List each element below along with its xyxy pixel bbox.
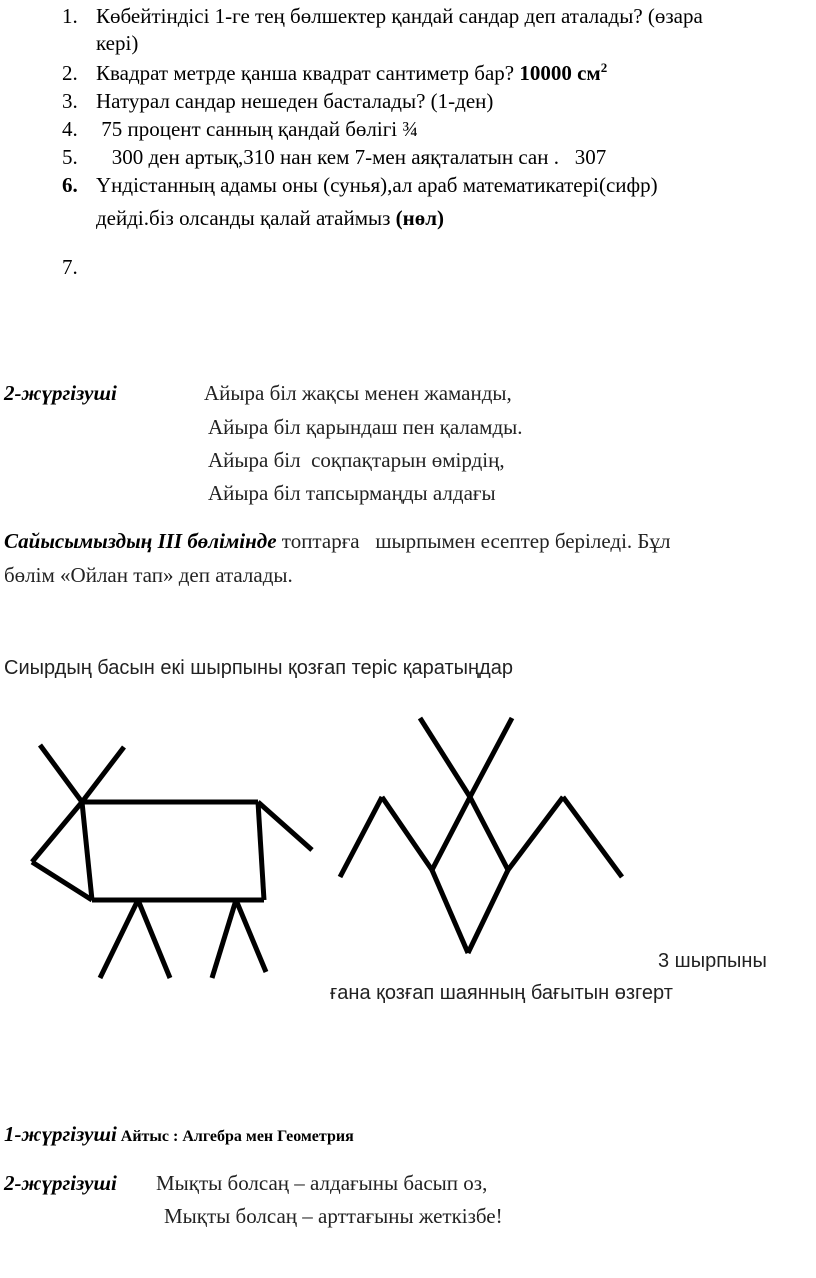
crayfish-stick: [563, 797, 622, 877]
crayfish-stick: [508, 797, 563, 870]
question-number: 3.: [62, 89, 78, 113]
cow-horn-left: [40, 745, 82, 802]
question-text: 75 процент санның қандай бөлігі ¾: [96, 117, 419, 141]
host1-line: [4, 1121, 354, 1150]
crayfish-puzzle-task-line-2: ғана қозғап шаянның бағытын өзгерт: [330, 982, 673, 1004]
matchstick-cow: [32, 745, 312, 978]
speaker-label: 2-жүргізуші: [4, 381, 117, 405]
section-3-title: Сайысымыздың ІІІ бөлімінде: [4, 529, 277, 553]
speaker-label: 1-жүргізуші: [4, 1122, 117, 1146]
cow-leg: [138, 900, 170, 978]
cow-leg: [236, 900, 266, 972]
poem-line: Мықты болсаң – арттағыны жеткізбе!: [164, 1204, 503, 1228]
crayfish-stick: [470, 718, 512, 797]
cow-body-back: [258, 802, 264, 900]
crayfish-stick: [420, 718, 470, 797]
question-1-continuation: кері): [96, 31, 139, 55]
cow-leg: [212, 900, 236, 978]
cow-body-front: [82, 802, 92, 900]
cow-puzzle-task: Сиырдың басын екі шырпыны қозғап теріс қаратыңдар: [4, 657, 513, 679]
question-text: Үндістанның адамы оны (сунья),ал араб математикатері(сифр): [96, 173, 658, 197]
question-number: 7.: [62, 255, 78, 279]
crayfish-stick: [432, 797, 470, 870]
question-text: дейді.біз олсанды қалай атаймыз: [96, 206, 396, 230]
question-text: Көбейтіндісі 1-ге тең бөлшектер қандай сандар деп аталады? (өзара: [96, 4, 703, 28]
crayfish-stick: [470, 797, 508, 870]
cow-head-lower: [32, 862, 92, 900]
poem-line: Айыра біл қарындаш пен қаламды.: [208, 415, 523, 439]
poem-line: Айыра біл тапсырмаңды алдағы: [208, 481, 496, 505]
crayfish-puzzle-task-line-1: 3 шырпыны: [658, 950, 767, 972]
question-answer: (нөл): [395, 206, 445, 230]
crayfish-stick: [340, 797, 382, 877]
poem-line: Айыра біл соқпақтарын өмірдің,: [208, 448, 505, 472]
question-number: 4.: [62, 117, 78, 141]
cow-tail: [258, 802, 312, 850]
question-text: Квадрат метрде қанша квадрат сантиметр бар?: [96, 61, 520, 85]
crayfish-stick: [382, 797, 432, 870]
question-number: 1.: [62, 4, 78, 28]
section-3-line-1: [4, 528, 670, 554]
question-text: 300 ден артық,310 нан кем 7-мен аяқталатын сан . 307: [96, 145, 607, 169]
question-6-continuation: [96, 205, 444, 231]
question-number: 6.: [62, 173, 78, 197]
question-number: 5.: [62, 145, 78, 169]
crayfish-stick: [468, 870, 508, 953]
poem-line: Мықты болсаң – алдағыны басып оз,: [156, 1171, 488, 1195]
answer-superscript: 2: [600, 60, 608, 75]
matchstick-crayfish: [340, 718, 622, 953]
speaker-label: 2-жүргізуші: [4, 1171, 117, 1195]
question-answer: 10000 см: [519, 61, 601, 85]
poem-line: Айыра біл жақсы менен жаманды,: [204, 381, 512, 405]
host1-text: Айтыс : Алгебра мен Геометрия: [116, 1128, 354, 1145]
cow-leg: [100, 900, 138, 978]
cow-head-upper: [32, 802, 82, 862]
section-3-text: топтарға шырпымен есептер беріледі. Бұл: [276, 529, 671, 553]
crayfish-stick: [432, 870, 468, 953]
question-text: Натурал сандар нешеден басталады? (1-ден): [96, 89, 494, 113]
cow-horn-right: [82, 747, 124, 802]
question-number: 2.: [62, 61, 78, 85]
section-3-line-2: бөлім «Ойлан тап» деп аталады.: [4, 563, 293, 587]
